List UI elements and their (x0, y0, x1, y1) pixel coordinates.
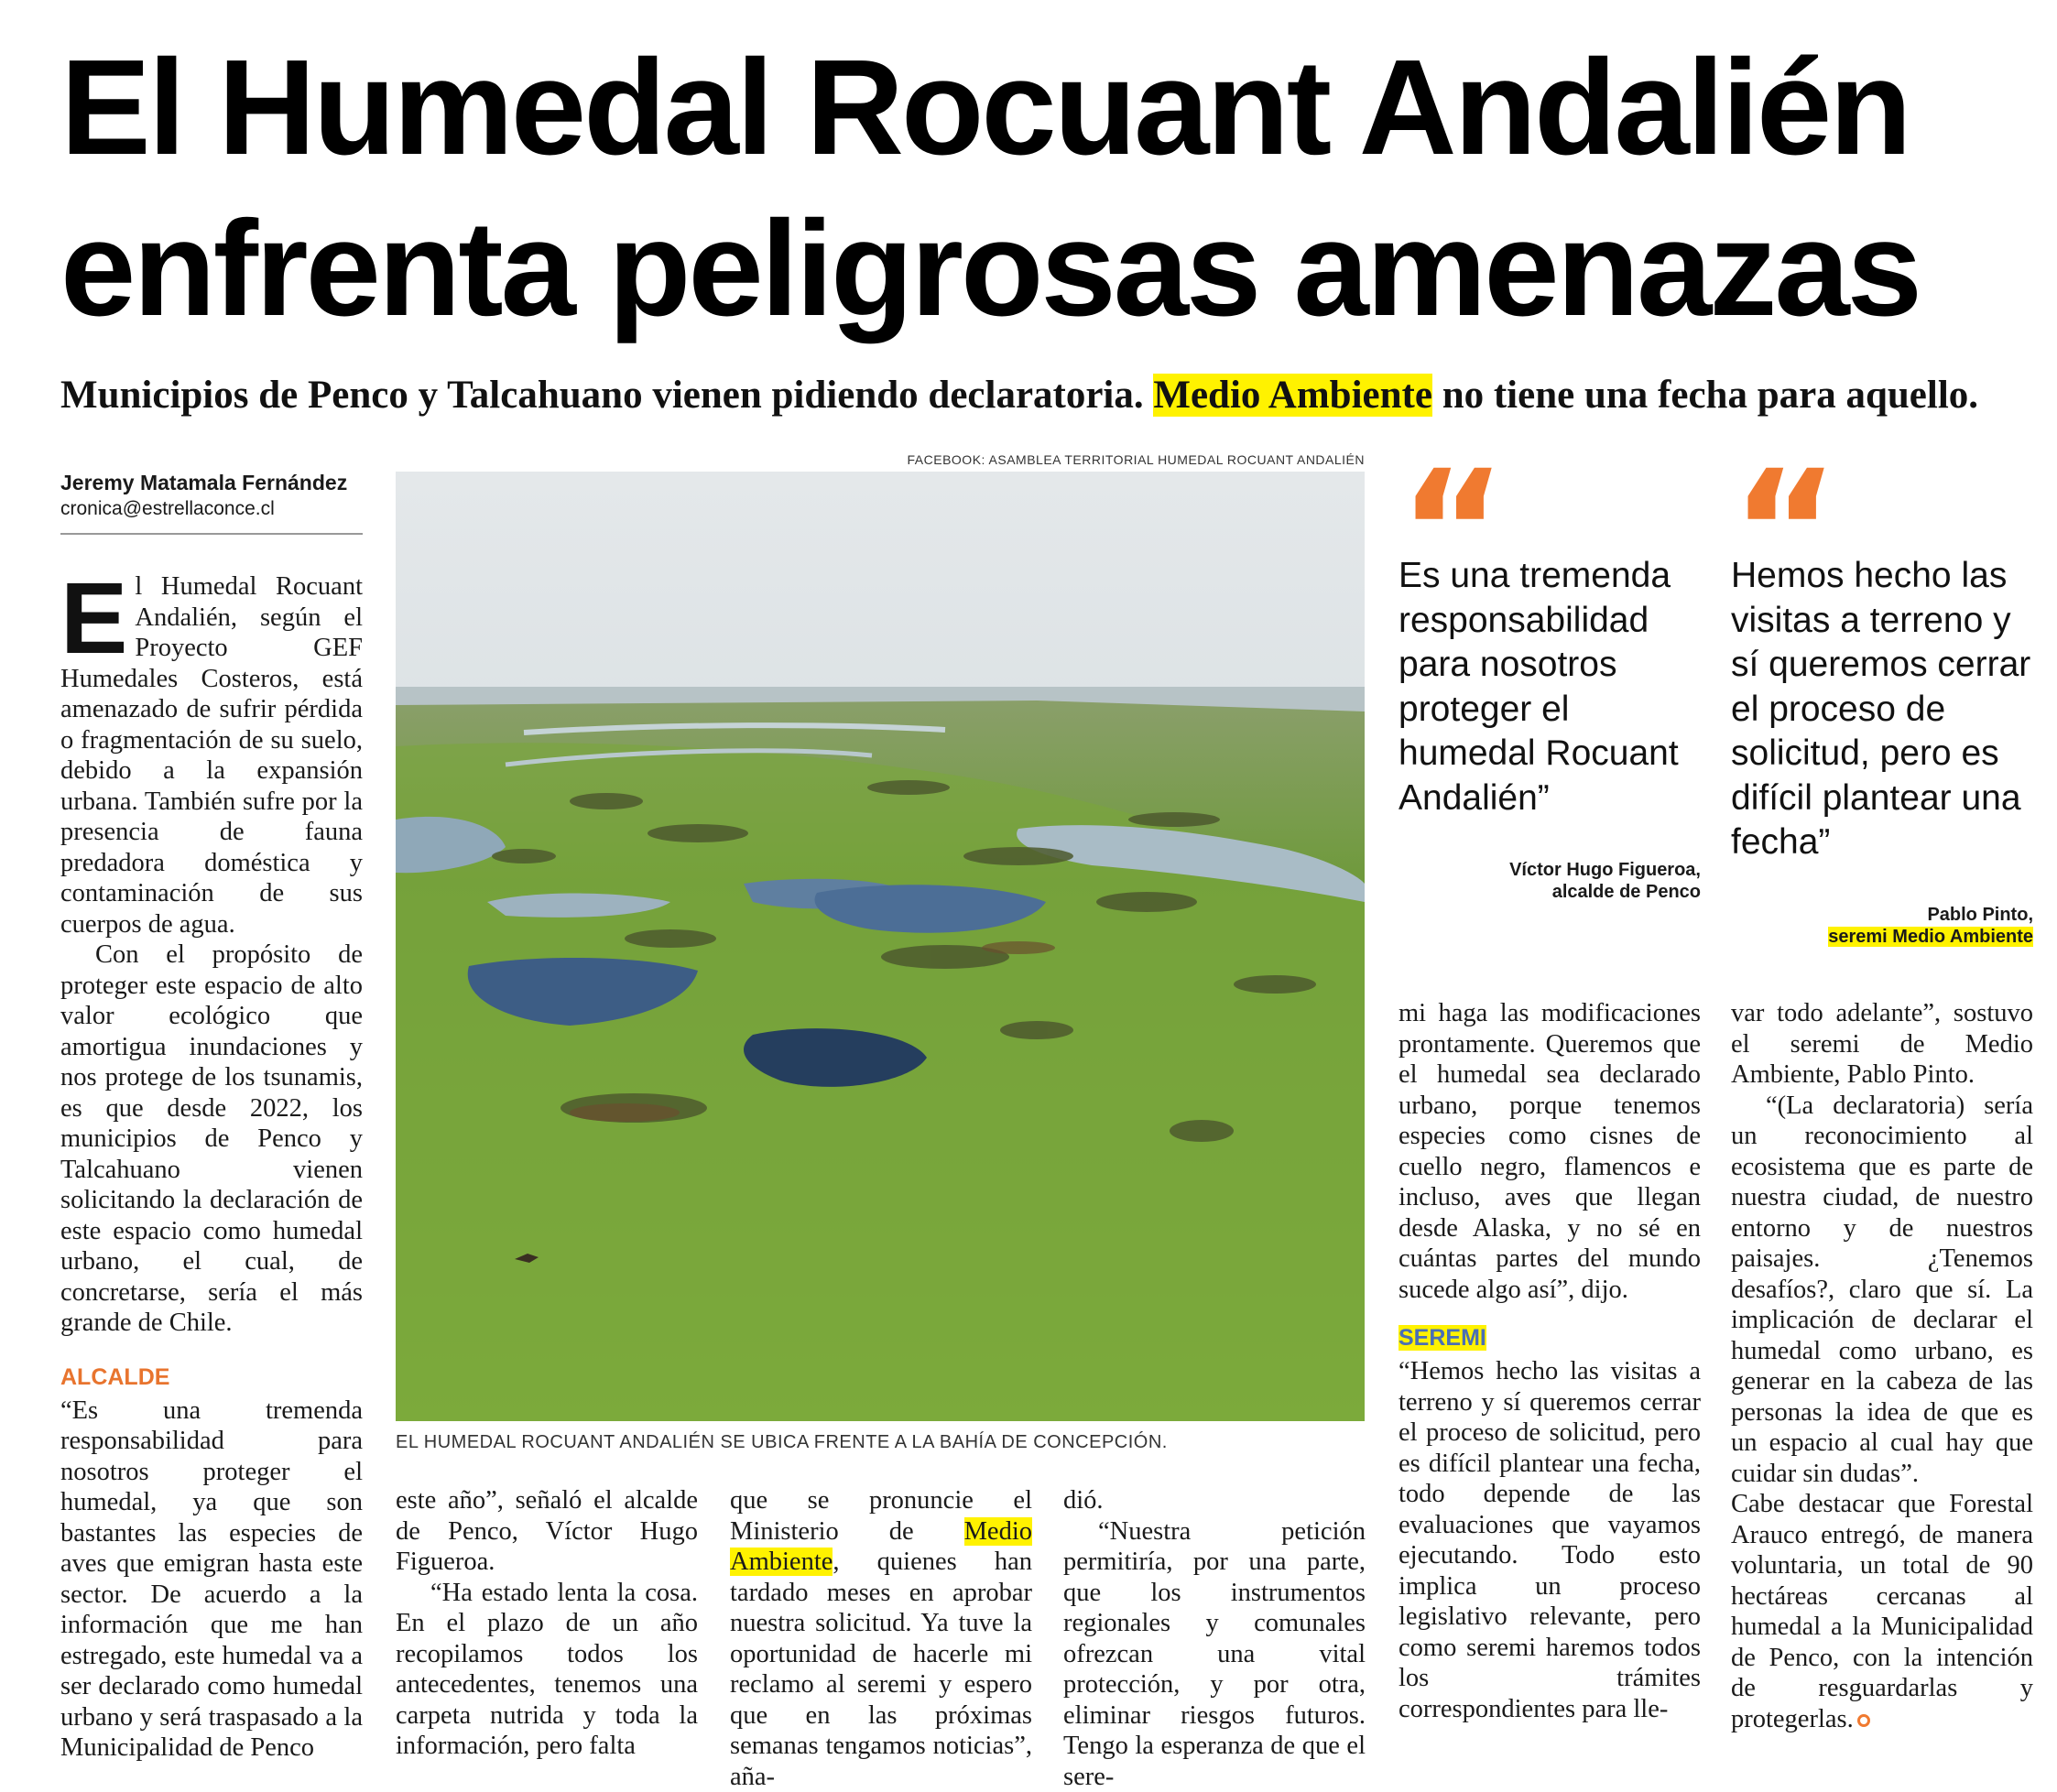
col4-paragraph-2: “Nuestra petición permitiría, por una parte, que los instrumentos regionales y comunales ofrezcan una vital protección, y por otra, eliminar riesgos futuros. Tengo la esperanza de que el sere- (1063, 1516, 1366, 1792)
article-column-1 (60, 571, 363, 1764)
article-column-4 (1063, 1485, 1366, 1792)
pull-quote-1-name: Víctor Hugo Figueroa, (1399, 859, 1701, 881)
col1-paragraph-1: l Humedal Rocuant Andalién, según el Proyecto GEF Humedales Costeros, está amenazado de sufrir pérdida o fragmentación de su suelo, debido a la expansión urbana. También sufre por la presencia de fauna predadora doméstica y contaminación de sus cuerpos de agua. (60, 572, 363, 939)
quote-mark-icon (1731, 463, 2033, 550)
pull-quote-2 (1731, 463, 2033, 948)
quote-mark-icon (1399, 463, 1701, 550)
col3-text-a: que se pronuncie el Ministerio de (730, 1486, 1032, 1546)
photo-credit: FACEBOOK: ASAMBLEA TERRITORIAL HUMEDAL ROCUANT ANDALIÉN (396, 452, 1365, 467)
headline-line-1: El Humedal Rocuant Andalién (60, 27, 2039, 189)
pull-quote-2-text: Hemos hecho las visitas a terreno y sí queremos cerrar el proceso de solicitud, pero es difícil plantear una fecha” (1731, 554, 2033, 865)
headline (60, 27, 2039, 350)
byline-author: Jeremy Matamala Fernández (60, 469, 363, 496)
col3-text-b: , quienes han tardado meses en aprobar nuestra solicitud. Ya tuve la oportunidad de hacerle mi reclamo al seremi y espero que en las próximas semanas tengamos noticias”, aña- (730, 1548, 1032, 1791)
pull-quote-1 (1399, 463, 1701, 903)
col3-highlight: Medio Ambiente (730, 1517, 1032, 1577)
pull-quote-1-attribution (1399, 859, 1701, 903)
col1-paragraph-3: “Es una tremenda responsabilidad para nosotros proteger el humedal, ya que son bastantes las especies de aves que emigran hasta este sector. De acuerdo a la información que me han estregado, este humedal va a ser declarado como humedal urbano y será traspasado a la Municipalidad de Penco (60, 1396, 363, 1764)
deck-text-before: Municipios de Penco y Talcahuano vienen pidiendo declaratoria. (60, 374, 1144, 417)
byline (60, 469, 363, 522)
pull-quote-2-role: seremi Medio Ambiente (1828, 927, 2033, 947)
col4-paragraph-1: dió. (1063, 1485, 1366, 1516)
pull-quote-1-text: Es una tremenda responsabilidad para nosotros proteger el humedal Rocuant Andalién” (1399, 554, 1701, 820)
pull-quote-2-attribution (1731, 904, 2033, 948)
col2-paragraph-1: este año”, señaló el alcalde de Penco, Víctor Hugo Figueroa. (396, 1485, 698, 1578)
subhead-alcalde: ALCALDE (60, 1359, 363, 1396)
col6-paragraph-2: “(La declaratoria) sería un reconocimiento al ecosistema que es parte de nuestra ciudad, de nuestro entorno y de nuestros paisajes. ¿Tenemos desafíos?, claro que sí. La implicación de declarar el humedal como urbano, es generar en la cabeza de las personas la idea de que es un espacio al cual hay que cuidar sin dudas”. (1731, 1091, 2033, 1490)
subhead-seremi: SEREMI (1399, 1325, 1486, 1351)
article-column-5 (1399, 998, 1701, 1724)
wetland-aerial-photo (396, 472, 1365, 1421)
deck-text-after: no tiene una fecha para aquello. (1442, 374, 1978, 417)
article-column-3 (730, 1485, 1032, 1792)
pull-quote-2-name: Pablo Pinto, (1731, 904, 2033, 926)
drop-cap: E (60, 577, 127, 661)
col6-paragraph-1: var todo adelante”, sostuvo el seremi de Medio Ambiente, Pablo Pinto. (1731, 998, 2033, 1091)
byline-divider (60, 533, 363, 535)
deck-subtitle (60, 366, 2048, 425)
headline-line-2: enfrenta peligrosas amenazas (60, 189, 2039, 350)
pull-quote-1-role: alcalde de Penco (1399, 881, 1701, 903)
photo-caption: EL HUMEDAL ROCUANT ANDALIÉN SE UBICA FRENTE A LA BAHÍA DE CONCEPCIÓN. (396, 1432, 1365, 1453)
col6-paragraph-3: Cabe destacar que Forestal Arauco entregó, de manera voluntaria, un total de 90 hectáreas cercanas al humedal a la Municipalidad de Penco, con la intención de resguardarlas y protegerlas. (1731, 1490, 2033, 1733)
end-mark-icon (1857, 1714, 1870, 1727)
deck-highlight: Medio Ambiente (1153, 374, 1432, 417)
col2-paragraph-2: “Ha estado lenta la cosa. En el plazo de un año recopilamos todos los antecedentes, tenemos una carpeta nutrida y toda la información, pero falta (396, 1578, 698, 1762)
article-column-2 (396, 1485, 698, 1762)
article-column-6 (1731, 998, 2033, 1734)
byline-email: cronica@estrellaconce.cl (60, 496, 363, 522)
col5-paragraph-2: “Hemos hecho las visitas a terreno y sí queremos cerrar el proceso de solicitud, pero es difícil plantear una fecha, todo depende de las evaluaciones que vayamos ejecutando. Todo esto implica un proceso legislativo relevante, pero como seremi haremos todos los trámites correspondientes para lle- (1399, 1356, 1701, 1724)
col1-paragraph-2: Con el propósito de proteger este espacio de alto valor ecológico que amortigua inundaciones y nos protege de los tsunamis, es que desde 2022, los municipios de Penco y Talcahuano vienen solicitando la declaración de este espacio como humedal urbano, el cual, de concretarse, sería el más grande de Chile. (60, 939, 363, 1339)
col5-paragraph-1: mi haga las modificaciones prontamente. Queremos que el humedal sea declarado urbano, porque tenemos especies como cisnes de cuello negro, flamencos e incluso, aves que llegan desde Alaska, y no sé en cuántas partes del mundo sucede algo así”, dijo. (1399, 998, 1701, 1305)
